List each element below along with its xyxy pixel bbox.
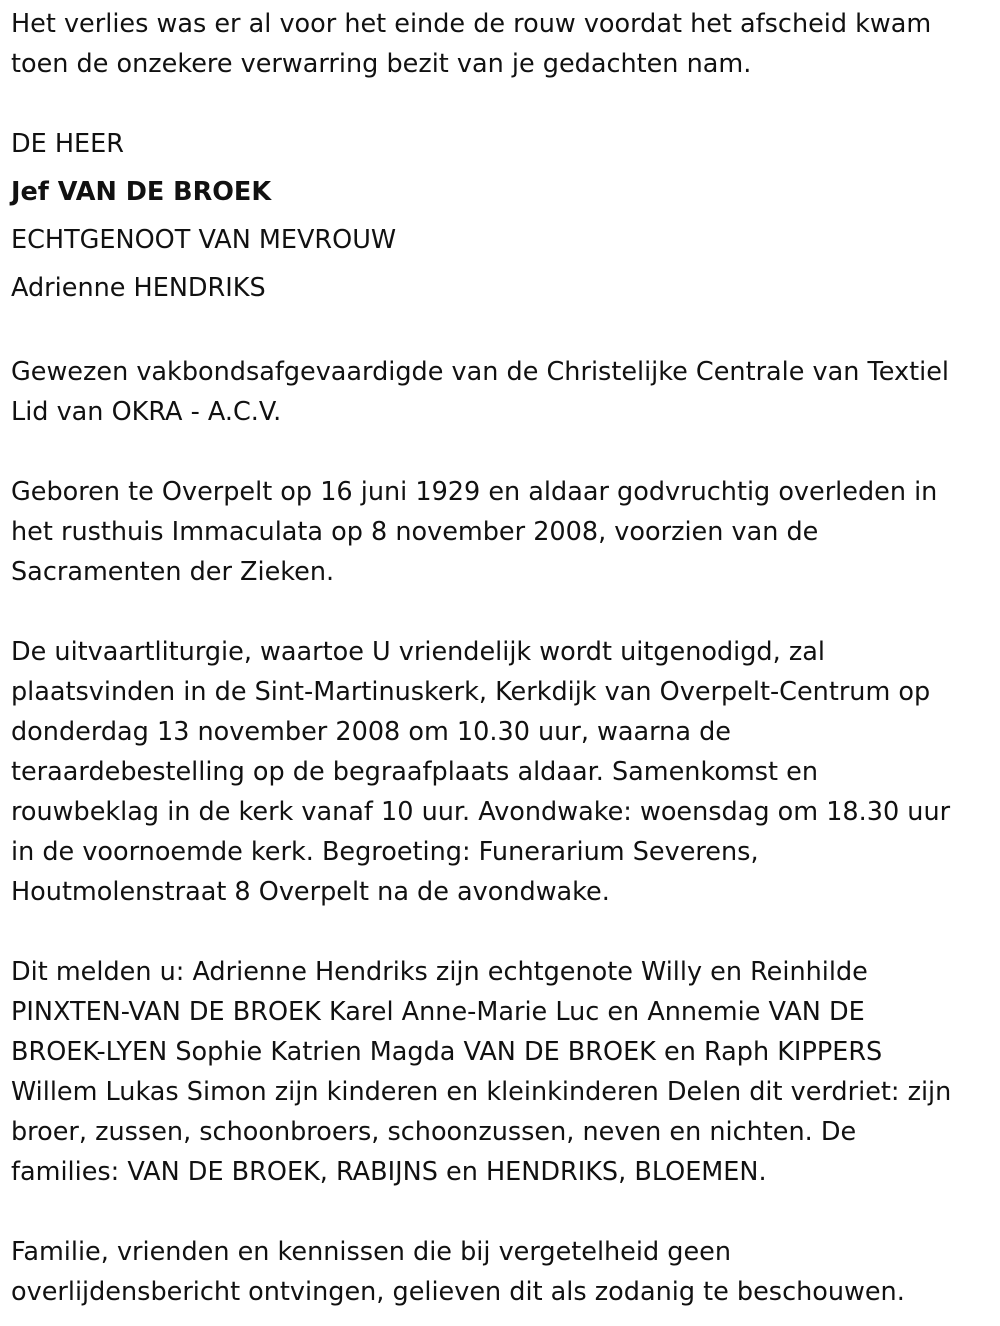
birth-death-line: Sacramenten der Zieken. <box>11 557 335 587</box>
family-line: Dit melden u: Adrienne Hendriks zijn echtgenote Willy en Reinhilde <box>11 957 868 987</box>
birth-death-line: Geboren te Overpelt op 16 juni 1929 en aldaar godvruchtig overleden in <box>11 477 938 507</box>
closing-note <box>11 1232 995 1312</box>
closing-line: overlijdensbericht ontvingen, gelieven dit als zodanig te beschouwen. <box>11 1277 905 1307</box>
occupation-line: Gewezen vakbondsafgevaardigde van de Christelijke Centrale van Textiel <box>11 357 949 387</box>
deceased-title: DE HEER <box>11 129 124 159</box>
funeral-line: Houtmolenstraat 8 Overpelt na de avondwake. <box>11 877 610 907</box>
deceased-name: Jef VAN DE BROEK <box>11 177 272 207</box>
funeral-line: teraardebestelling op de begraafplaats aldaar. Samenkomst en <box>11 757 818 787</box>
deceased-relation: ECHTGENOOT VAN MEVROUW <box>11 225 397 255</box>
family-announcement <box>11 952 995 1192</box>
poem <box>11 4 995 84</box>
poem-line: Het verlies was er al voor het einde de rouw voordat het afscheid kwam <box>11 9 932 39</box>
poem-line: toen de onzekere verwarring bezit van je gedachten nam. <box>11 49 752 79</box>
funeral-line: plaatsvinden in de Sint-Martinuskerk, Kerkdijk van Overpelt-Centrum op <box>11 677 931 707</box>
closing-line: Familie, vrienden en kennissen die bij vergetelheid geen <box>11 1237 731 1267</box>
family-line: broer, zussen, schoonbroers, schoonzussen, neven en nichten. De <box>11 1117 857 1147</box>
family-line: PINXTEN-VAN DE BROEK Karel Anne-Marie Luc en Annemie VAN DE <box>11 997 865 1027</box>
family-line: BROEK-LYEN Sophie Katrien Magda VAN DE BROEK en Raph KIPPERS <box>11 1037 883 1067</box>
birth-death-line: het rusthuis Immaculata op 8 november 2008, voorzien van de <box>11 517 819 547</box>
birth-death <box>11 472 995 592</box>
funeral-line: in de voornoemde kerk. Begroeting: Funerarium Severens, <box>11 837 759 867</box>
family-line: Willem Lukas Simon zijn kinderen en kleinkinderen Delen dit verdriet: zijn <box>11 1077 952 1107</box>
funeral-details <box>11 632 995 912</box>
family-line: families: VAN DE BROEK, RABIJNS en HENDRIKS, BLOEMEN. <box>11 1157 767 1187</box>
obituary-text <box>11 4 995 1312</box>
spouse-name: Adrienne HENDRIKS <box>11 273 266 303</box>
funeral-line: De uitvaartliturgie, waartoe U vriendelijk wordt uitgenodigd, zal <box>11 637 825 667</box>
occupation <box>11 352 995 432</box>
deceased-block <box>11 120 995 312</box>
funeral-line: donderdag 13 november 2008 om 10.30 uur, waarna de <box>11 717 731 747</box>
occupation-line: Lid van OKRA - A.C.V. <box>11 397 282 427</box>
funeral-line: rouwbeklag in de kerk vanaf 10 uur. Avondwake: woensdag om 18.30 uur <box>11 797 951 827</box>
